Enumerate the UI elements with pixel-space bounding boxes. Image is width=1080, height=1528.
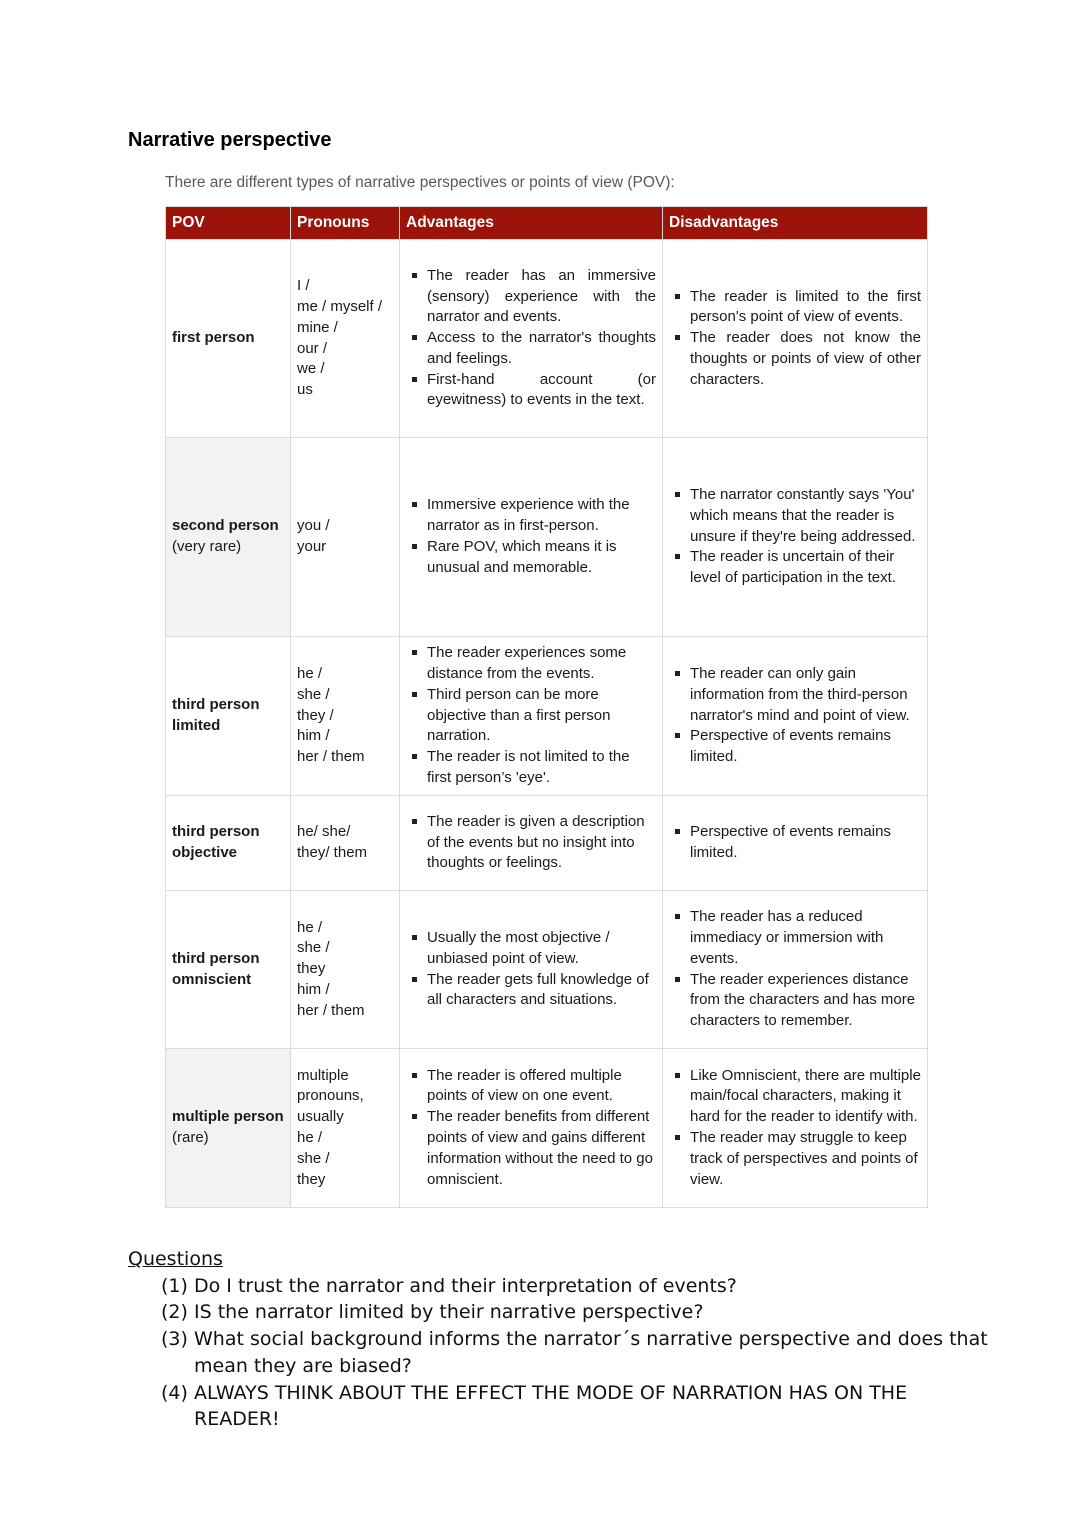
- question-item: [128, 1326, 994, 1379]
- advantages-list: [406, 812, 656, 874]
- question-item: [128, 1299, 994, 1326]
- list-item: Like Omniscient, there are multiple main/focal characters, making it hard for the reader to identify with.: [669, 1066, 921, 1128]
- header-pov: POV: [166, 207, 291, 240]
- advantages-cell: [400, 891, 663, 1049]
- table-row: [166, 1049, 928, 1208]
- table-row: [166, 438, 928, 637]
- table-header-row: [166, 207, 928, 240]
- list-item: Immersive experience with the narrator as in first-person.: [406, 495, 656, 537]
- list-item: The reader experiences distance from the characters and has more characters to remember.: [669, 970, 921, 1032]
- list-item: The reader gets full knowledge of all characters and situations.: [406, 970, 656, 1012]
- table-row: [166, 796, 928, 891]
- question-item: [128, 1273, 994, 1300]
- pronouns-text: he/ she/ they/ them: [297, 823, 368, 861]
- list-item: The reader experiences some distance from the events.: [406, 643, 656, 685]
- disadvantages-cell: [663, 438, 928, 637]
- list-item: The reader is uncertain of their level of participation in the text.: [669, 547, 921, 589]
- list-item: The reader has an immersive (sensory) experience with the narrator and events.: [406, 266, 656, 328]
- question-number: (2): [161, 1301, 188, 1324]
- intro-text: There are different types of narrative perspectives or points of view (POV):: [165, 174, 675, 191]
- disadvantages-list: [669, 822, 921, 864]
- pov-name: third person objective: [172, 823, 260, 861]
- disadvantages-cell: [663, 1049, 928, 1208]
- pronouns-cell: [291, 796, 400, 891]
- pronouns-cell: [291, 1049, 400, 1208]
- list-item: Third person can be more objective than a first person narration.: [406, 685, 656, 747]
- table-row: [166, 240, 928, 438]
- pov-note: (rare): [172, 1129, 209, 1146]
- list-item: The reader is offered multiple points of view on one event.: [406, 1066, 656, 1108]
- list-item: Perspective of events remains limited.: [669, 726, 921, 768]
- advantages-list: [406, 1066, 656, 1191]
- advantages-list: [406, 643, 656, 789]
- advantages-list: [406, 495, 656, 578]
- list-item: Usually the most objective / unbiased point of view.: [406, 928, 656, 970]
- question-text: IS the narrator limited by their narrative perspective?: [194, 1301, 704, 1324]
- list-item: The reader benefits from different points of view and gains different information without the need to go omniscient.: [406, 1107, 656, 1190]
- pronouns-text: I / me / myself / mine / our / we / us: [297, 277, 383, 399]
- pov-table: [165, 206, 928, 1208]
- question-text: ALWAYS THINK ABOUT THE EFFECT THE MODE OF NARRATION HAS ON THE READER!: [194, 1381, 908, 1431]
- list-item: The reader is not limited to the first person’s 'eye'.: [406, 747, 656, 789]
- advantages-cell: [400, 438, 663, 637]
- questions-section: [128, 1246, 994, 1433]
- list-item: The reader is limited to the first person's point of view of events.: [669, 287, 921, 329]
- list-item: Access to the narrator's thoughts and feelings.: [406, 328, 656, 370]
- pronouns-text: multiple pronouns, usually he / she / they: [297, 1066, 364, 1188]
- pronouns-cell: [291, 240, 400, 438]
- advantages-cell: [400, 240, 663, 438]
- advantages-cell: [400, 796, 663, 891]
- list-item: The reader is given a description of the events but no insight into thoughts or feelings.: [406, 812, 656, 874]
- disadvantages-cell: [663, 891, 928, 1049]
- question-number: (4): [161, 1381, 188, 1404]
- pronouns-cell: [291, 891, 400, 1049]
- list-item: The reader does not know the thoughts or points of view of other characters.: [669, 328, 921, 390]
- disadvantages-list: [669, 485, 921, 589]
- list-item: The reader has a reduced immediacy or immersion with events.: [669, 907, 921, 969]
- pronouns-cell: [291, 438, 400, 637]
- page-title: Narrative perspective: [128, 129, 332, 151]
- header-disadvantages: Disadvantages: [663, 207, 928, 240]
- disadvantages-cell: [663, 637, 928, 796]
- pov-cell: [166, 438, 291, 637]
- pov-cell: [166, 796, 291, 891]
- pronouns-cell: [291, 637, 400, 796]
- advantages-cell: [400, 637, 663, 796]
- list-item: The reader can only gain information from the third-person narrator's mind and point of view.: [669, 664, 921, 726]
- pov-cell: [166, 240, 291, 438]
- table-row: [166, 891, 928, 1049]
- question-text: What social background informs the narrator´s narrative perspective and does that mean they are biased?: [194, 1328, 988, 1377]
- list-item: The reader may struggle to keep track of perspectives and points of view.: [669, 1128, 921, 1190]
- header-pronouns: Pronouns: [291, 207, 400, 240]
- pov-note: (very rare): [172, 538, 242, 555]
- disadvantages-cell: [663, 240, 928, 438]
- disadvantages-list: [669, 664, 921, 768]
- pov-name: third person omniscient: [172, 949, 260, 988]
- table-row: [166, 637, 928, 796]
- questions-list: [128, 1273, 994, 1433]
- pov-name: first person: [172, 329, 255, 347]
- question-item: [128, 1380, 994, 1433]
- pronouns-text: he / she / they / him / her / them: [297, 665, 365, 766]
- disadvantages-list: [669, 907, 921, 1032]
- question-number: (3): [161, 1328, 188, 1351]
- header-advantages: Advantages: [400, 207, 663, 240]
- advantages-list: [406, 266, 656, 412]
- list-item: Rare POV, which means it is unusual and memorable.: [406, 537, 656, 579]
- pronouns-text: you / your: [297, 517, 330, 555]
- question-text: Do I trust the narrator and their interpretation of events?: [194, 1274, 737, 1297]
- pronouns-text: he / she / they him / her / them: [297, 918, 365, 1019]
- disadvantages-list: [669, 1066, 921, 1191]
- pov-cell: [166, 637, 291, 796]
- questions-heading: Questions: [128, 1248, 223, 1270]
- pov-name: multiple person: [172, 1108, 284, 1126]
- question-number: (1): [161, 1274, 188, 1297]
- list-item: Perspective of events remains limited.: [669, 822, 921, 864]
- disadvantages-list: [669, 287, 921, 391]
- pov-name: second person: [172, 517, 279, 535]
- pov-name: third person limited: [172, 696, 260, 734]
- list-item: The narrator constantly says 'You' which means that the reader is unsure if they're being addressed.: [669, 485, 921, 547]
- pov-cell: [166, 891, 291, 1049]
- advantages-cell: [400, 1049, 663, 1208]
- list-item: First-hand account (or eyewitness) to events in the text.: [406, 370, 656, 412]
- advantages-list: [406, 928, 656, 1011]
- disadvantages-cell: [663, 796, 928, 891]
- pov-cell: [166, 1049, 291, 1208]
